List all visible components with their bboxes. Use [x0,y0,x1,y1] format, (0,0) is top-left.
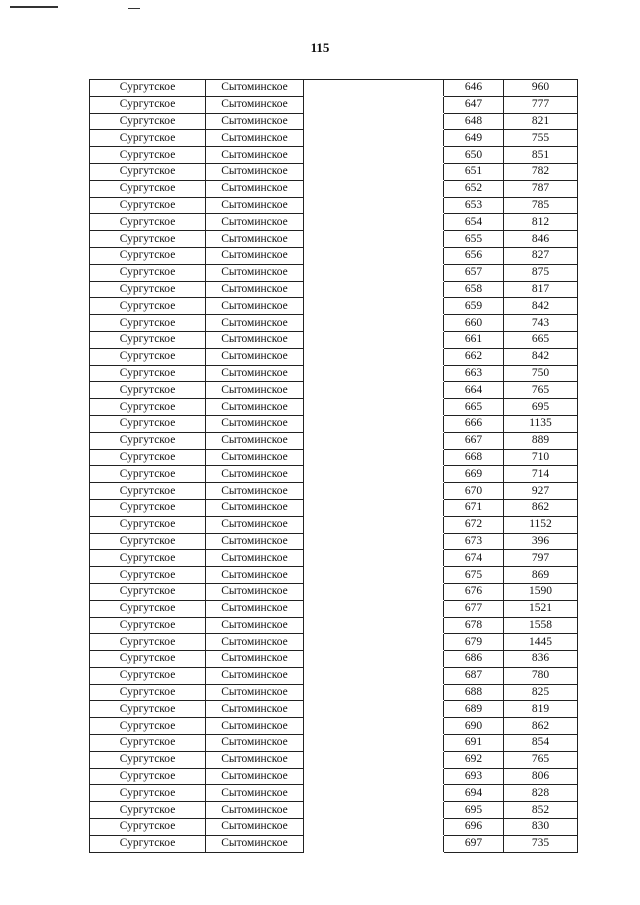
blank-cell [304,331,444,348]
value-cell: 797 [504,550,578,567]
area-cell: Сытоминское [206,80,304,97]
blank-cell [304,298,444,315]
field-cell: Сургутское [90,718,206,735]
blank-cell [304,415,444,432]
id-cell: 673 [444,533,504,550]
table-row [90,281,578,298]
id-cell: 656 [444,247,504,264]
blank-cell [304,751,444,768]
area-cell: Сытоминское [206,483,304,500]
area-cell: Сытоминское [206,718,304,735]
id-cell: 690 [444,718,504,735]
field-cell: Сургутское [90,382,206,399]
field-cell: Сургутское [90,96,206,113]
field-cell: Сургутское [90,264,206,281]
area-cell: Сытоминское [206,365,304,382]
id-cell: 660 [444,315,504,332]
value-cell: 1590 [504,583,578,600]
field-cell: Сургутское [90,483,206,500]
value-cell: 1558 [504,617,578,634]
area-cell: Сытоминское [206,651,304,668]
table-row [90,382,578,399]
area-cell: Сытоминское [206,264,304,281]
id-cell: 669 [444,466,504,483]
blank-cell [304,382,444,399]
value-cell: 665 [504,331,578,348]
value-cell: 821 [504,113,578,130]
table-row [90,197,578,214]
blank-cell [304,281,444,298]
area-cell: Сытоминское [206,130,304,147]
field-cell: Сургутское [90,315,206,332]
table-row [90,751,578,768]
page-number: 115 [310,40,330,55]
table-row [90,634,578,651]
id-cell: 677 [444,600,504,617]
field-cell: Сургутское [90,415,206,432]
area-cell: Сытоминское [206,348,304,365]
blank-cell [304,651,444,668]
id-cell: 662 [444,348,504,365]
area-cell: Сытоминское [206,96,304,113]
id-cell: 648 [444,113,504,130]
blank-cell [304,466,444,483]
blank-cell [304,701,444,718]
blank-cell [304,600,444,617]
id-cell: 695 [444,802,504,819]
field-cell: Сургутское [90,634,206,651]
area-cell: Сытоминское [206,466,304,483]
blank-cell [304,533,444,550]
table-row [90,684,578,701]
table-row [90,432,578,449]
table-row [90,567,578,584]
field-cell: Сургутское [90,516,206,533]
table-row [90,96,578,113]
blank-cell [304,96,444,113]
id-cell: 655 [444,231,504,248]
area-cell: Сытоминское [206,835,304,852]
table-row [90,466,578,483]
area-cell: Сытоминское [206,197,304,214]
value-cell: 960 [504,80,578,97]
field-cell: Сургутское [90,331,206,348]
table-row [90,701,578,718]
value-cell: 714 [504,466,578,483]
value-cell: 825 [504,684,578,701]
blank-cell [304,617,444,634]
area-cell: Сытоминское [206,399,304,416]
table-row [90,819,578,836]
table-row [90,163,578,180]
id-cell: 647 [444,96,504,113]
blank-cell [304,197,444,214]
table-row [90,483,578,500]
field-cell: Сургутское [90,819,206,836]
field-cell: Сургутское [90,583,206,600]
table-row [90,365,578,382]
field-cell: Сургутское [90,197,206,214]
value-cell: 695 [504,399,578,416]
field-cell: Сургутское [90,214,206,231]
blank-cell [304,735,444,752]
area-cell: Сытоминское [206,147,304,164]
area-cell: Сытоминское [206,533,304,550]
value-cell: 852 [504,802,578,819]
blank-cell [304,264,444,281]
field-cell: Сургутское [90,466,206,483]
blank-cell [304,634,444,651]
field-cell: Сургутское [90,735,206,752]
value-cell: 830 [504,819,578,836]
value-cell: 812 [504,214,578,231]
field-cell: Сургутское [90,432,206,449]
id-cell: 689 [444,701,504,718]
blank-cell [304,147,444,164]
field-cell: Сургутское [90,281,206,298]
id-cell: 676 [444,583,504,600]
field-cell: Сургутское [90,533,206,550]
table-row [90,533,578,550]
blank-cell [304,768,444,785]
area-cell: Сытоминское [206,667,304,684]
field-cell: Сургутское [90,785,206,802]
area-cell: Сытоминское [206,600,304,617]
value-cell: 1521 [504,600,578,617]
field-cell: Сургутское [90,550,206,567]
area-cell: Сытоминское [206,163,304,180]
table-row [90,264,578,281]
blank-cell [304,432,444,449]
id-cell: 650 [444,147,504,164]
value-cell: 889 [504,432,578,449]
table-row [90,331,578,348]
area-cell: Сытоминское [206,214,304,231]
area-cell: Сытоминское [206,550,304,567]
field-cell: Сургутское [90,399,206,416]
area-cell: Сытоминское [206,415,304,432]
value-cell: 710 [504,449,578,466]
value-cell: 869 [504,567,578,584]
field-cell: Сургутское [90,499,206,516]
value-cell: 782 [504,163,578,180]
table-row [90,415,578,432]
blank-cell [304,684,444,701]
blank-cell [304,667,444,684]
id-cell: 658 [444,281,504,298]
id-cell: 653 [444,197,504,214]
id-cell: 693 [444,768,504,785]
id-cell: 649 [444,130,504,147]
field-cell: Сургутское [90,348,206,365]
id-cell: 691 [444,735,504,752]
area-cell: Сытоминское [206,113,304,130]
table-row [90,583,578,600]
value-cell: 396 [504,533,578,550]
blank-cell [304,399,444,416]
area-cell: Сытоминское [206,432,304,449]
area-cell: Сытоминское [206,751,304,768]
blank-cell [304,180,444,197]
field-cell: Сургутское [90,802,206,819]
id-cell: 687 [444,667,504,684]
id-cell: 665 [444,399,504,416]
table-row [90,802,578,819]
field-cell: Сургутское [90,835,206,852]
field-cell: Сургутское [90,247,206,264]
id-cell: 696 [444,819,504,836]
id-cell: 667 [444,432,504,449]
table-row [90,80,578,97]
blank-cell [304,315,444,332]
value-cell: 836 [504,651,578,668]
field-cell: Сургутское [90,768,206,785]
field-cell: Сургутское [90,701,206,718]
id-cell: 678 [444,617,504,634]
table-row [90,214,578,231]
field-cell: Сургутское [90,163,206,180]
table-row [90,718,578,735]
area-cell: Сытоминское [206,298,304,315]
table-row [90,651,578,668]
value-cell: 787 [504,180,578,197]
id-cell: 661 [444,331,504,348]
table-row [90,550,578,567]
field-cell: Сургутское [90,684,206,701]
id-cell: 679 [444,634,504,651]
value-cell: 743 [504,315,578,332]
field-cell: Сургутское [90,113,206,130]
id-cell: 663 [444,365,504,382]
field-cell: Сургутское [90,449,206,466]
value-cell: 755 [504,130,578,147]
value-cell: 785 [504,197,578,214]
table-row [90,600,578,617]
area-cell: Сытоминское [206,180,304,197]
value-cell: 735 [504,835,578,852]
area-cell: Сытоминское [206,617,304,634]
id-cell: 646 [444,80,504,97]
id-cell: 686 [444,651,504,668]
blank-cell [304,348,444,365]
area-cell: Сытоминское [206,701,304,718]
blank-cell [304,785,444,802]
value-cell: 854 [504,735,578,752]
value-cell: 828 [504,785,578,802]
value-cell: 750 [504,365,578,382]
value-cell: 765 [504,751,578,768]
value-cell: 842 [504,298,578,315]
field-cell: Сургутское [90,365,206,382]
table-row [90,735,578,752]
area-cell: Сытоминское [206,247,304,264]
area-cell: Сытоминское [206,315,304,332]
id-cell: 666 [444,415,504,432]
blank-cell [304,130,444,147]
id-cell: 657 [444,264,504,281]
value-cell: 862 [504,499,578,516]
id-cell: 651 [444,163,504,180]
table-row [90,516,578,533]
value-cell: 777 [504,96,578,113]
id-cell: 670 [444,483,504,500]
value-cell: 819 [504,701,578,718]
area-cell: Сытоминское [206,819,304,836]
blank-cell [304,550,444,567]
field-cell: Сургутское [90,617,206,634]
table-row [90,449,578,466]
field-cell: Сургутское [90,130,206,147]
value-cell: 827 [504,247,578,264]
id-cell: 675 [444,567,504,584]
table-row [90,315,578,332]
blank-cell [304,718,444,735]
area-cell: Сытоминское [206,634,304,651]
value-cell: 780 [504,667,578,684]
table-row [90,247,578,264]
area-cell: Сытоминское [206,785,304,802]
blank-cell [304,819,444,836]
value-cell: 1152 [504,516,578,533]
table-row [90,113,578,130]
area-cell: Сытоминское [206,499,304,516]
area-cell: Сытоминское [206,449,304,466]
id-cell: 674 [444,550,504,567]
field-cell: Сургутское [90,231,206,248]
id-cell: 694 [444,785,504,802]
field-cell: Сургутское [90,751,206,768]
table-row [90,348,578,365]
scan-artifact-dash [128,8,140,9]
area-cell: Сытоминское [206,516,304,533]
value-cell: 875 [504,264,578,281]
blank-cell [304,483,444,500]
blank-cell [304,516,444,533]
table-row [90,785,578,802]
table-row [90,835,578,852]
area-cell: Сытоминское [206,331,304,348]
data-table [89,79,578,853]
value-cell: 851 [504,147,578,164]
value-cell: 1135 [504,415,578,432]
table-body [90,80,578,853]
value-cell: 927 [504,483,578,500]
table-row [90,298,578,315]
table-row [90,231,578,248]
field-cell: Сургутское [90,567,206,584]
blank-cell [304,449,444,466]
value-cell: 817 [504,281,578,298]
field-cell: Сургутское [90,298,206,315]
blank-cell [304,113,444,130]
field-cell: Сургутское [90,180,206,197]
area-cell: Сытоминское [206,768,304,785]
value-cell: 765 [504,382,578,399]
area-cell: Сытоминское [206,281,304,298]
table-row [90,180,578,197]
id-cell: 652 [444,180,504,197]
id-cell: 664 [444,382,504,399]
field-cell: Сургутское [90,147,206,164]
area-cell: Сытоминское [206,231,304,248]
id-cell: 688 [444,684,504,701]
table-row [90,147,578,164]
value-cell: 842 [504,348,578,365]
area-cell: Сытоминское [206,382,304,399]
area-cell: Сытоминское [206,583,304,600]
scan-artifact-line [10,6,58,8]
table-row [90,499,578,516]
id-cell: 672 [444,516,504,533]
id-cell: 668 [444,449,504,466]
table-row [90,768,578,785]
field-cell: Сургутское [90,80,206,97]
blank-cell [304,583,444,600]
area-cell: Сытоминское [206,802,304,819]
id-cell: 671 [444,499,504,516]
area-cell: Сытоминское [206,567,304,584]
table-row [90,617,578,634]
area-cell: Сытоминское [206,684,304,701]
table-row [90,399,578,416]
blank-cell [304,163,444,180]
blank-cell [304,835,444,852]
field-cell: Сургутское [90,667,206,684]
blank-cell [304,802,444,819]
id-cell: 697 [444,835,504,852]
value-cell: 806 [504,768,578,785]
id-cell: 654 [444,214,504,231]
table-row [90,667,578,684]
id-cell: 659 [444,298,504,315]
blank-cell [304,247,444,264]
field-cell: Сургутское [90,600,206,617]
field-cell: Сургутское [90,651,206,668]
blank-cell [304,365,444,382]
blank-cell [304,567,444,584]
area-cell: Сытоминское [206,735,304,752]
value-cell: 1445 [504,634,578,651]
blank-cell [304,80,444,97]
blank-cell [304,214,444,231]
blank-cell [304,499,444,516]
blank-cell [304,231,444,248]
table-row [90,130,578,147]
value-cell: 862 [504,718,578,735]
id-cell: 692 [444,751,504,768]
value-cell: 846 [504,231,578,248]
